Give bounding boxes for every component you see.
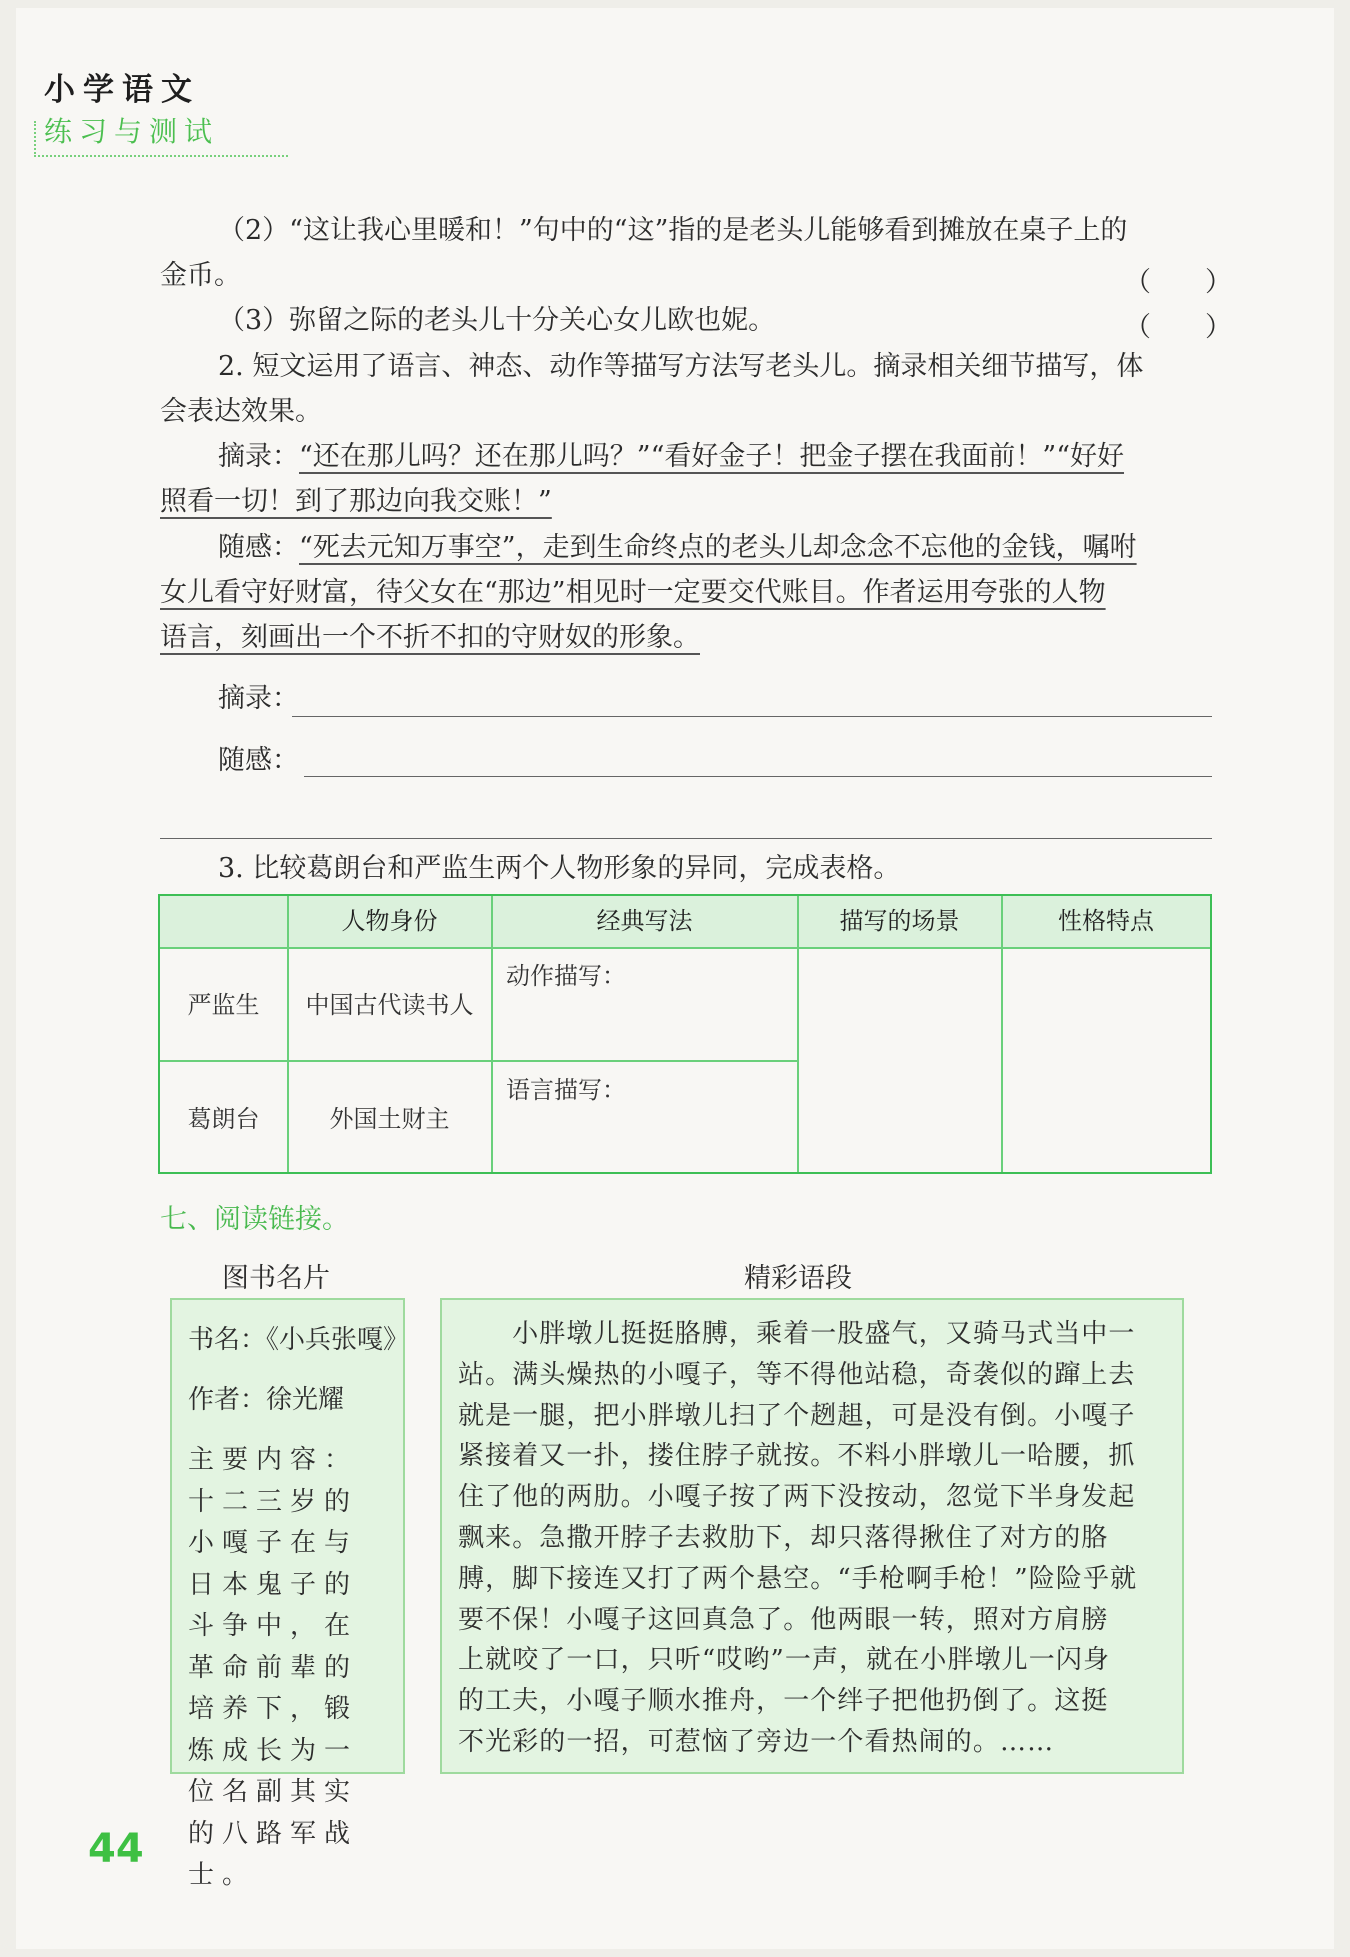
q2-example-excerpt (218, 434, 1124, 479)
header-dotted-frame (34, 121, 288, 157)
book-subtitle: 练习与测试 (44, 115, 220, 148)
blank-excerpt-line[interactable] (292, 716, 1212, 717)
book-card-summary: 主要内容：十二三岁的小嘎子在与日本鬼子的斗争中，在革命前辈的培养下，锻炼成长为一位名副其实的八路军战士。 (188, 1445, 359, 1890)
passage-line: 住了他的两肋。小嘎子按了两下没按动，忽觉下半身发起 (458, 1482, 1136, 1513)
passage-box (440, 1298, 1184, 1774)
book-card-author: 作者：徐光耀 (188, 1385, 345, 1415)
table-row-identity: 中国古代读书人 (305, 991, 474, 1019)
feeling-text-line1: “死去元知万事空”，走到生命终点的老头儿却念念不忘他的金钱，嘱咐 (299, 532, 1137, 563)
feeling-text-line3: 语言，刻画出一个不折不扣的守财奴的形象。 (160, 622, 700, 653)
q3-prompt: 3. 比较葛朗台和严监生两个人物形象的异同，完成表格。 (218, 853, 901, 884)
table-row-method: 动作描写： (506, 962, 626, 990)
excerpt-label: 摘录： (218, 441, 299, 472)
passage-line: 紧接着又一扑，搂住脖子就按。不料小胖墩儿一哈腰，抓 (458, 1441, 1136, 1472)
passage-line: 的工夫，小嘎子顺水推舟，一个绊子把他扔倒了。这挺 (458, 1686, 1109, 1717)
q1-item2-answer-paren[interactable]: （ ） (1124, 267, 1232, 298)
passage-line: 就是一腿，把小胖墩儿扫了个趔趄，可是没有倒。小嘎子 (458, 1400, 1136, 1431)
book-title: 小学语文 (44, 72, 200, 108)
blank-feeling-line-2[interactable] (160, 838, 1212, 839)
blank-feeling-line[interactable] (304, 776, 1212, 777)
q1-item2-line1: （2）“这让我心里暖和！”句中的“这”指的是老头儿能够看到摊放在桌子上的 (218, 215, 1128, 246)
passage-line: 小胖墩儿挺挺胳膊，乘着一股盛气，又骑马式当中一 (458, 1319, 1136, 1349)
table-row-name: 葛朗台 (187, 1105, 260, 1133)
passage-line: 飘来。急撒开脖子去救肋下，却只落得揪住了对方的胳 (458, 1522, 1109, 1553)
passage-line: 上就咬了一口，只听“哎哟”一声，就在小胖墩儿一闪身 (458, 1645, 1111, 1676)
blank-excerpt-label: 摘录： (218, 683, 299, 714)
table-row-name: 严监生 (187, 991, 260, 1019)
book-card-title: 书名：《小兵张嘎》 (188, 1325, 410, 1355)
page-number: 44 (88, 1826, 144, 1872)
passage-text (458, 1314, 1137, 1763)
table-rule (160, 947, 1210, 949)
q1-item3-answer-paren[interactable]: （ ） (1124, 312, 1232, 343)
table-header-character: 性格特点 (1058, 907, 1154, 935)
table-row-identity: 外国土财主 (329, 1105, 450, 1133)
book-card (170, 1298, 410, 1890)
passage-line: 要不保！小嘎子这回真急了。他两眼一转，照对方肩膀 (458, 1604, 1109, 1635)
table-header-identity: 人物身份 (341, 907, 438, 935)
passage-line: 膊，脚下接连又打了两个悬空。“手枪啊手枪！”险险乎就 (458, 1563, 1138, 1594)
table-header-scene: 描写的场景 (839, 907, 960, 935)
q1-item3: （3）弥留之际的老头儿十分关心女儿欧也妮。 (218, 305, 776, 336)
passage-caption: 精彩语段 (744, 1263, 852, 1294)
blank-feeling-label: 随感： (218, 745, 299, 776)
q2-prompt-line2: 会表达效果。 (160, 396, 322, 427)
q2-example-feeling (218, 525, 1137, 570)
table-header-method: 经典写法 (596, 907, 693, 935)
book-card-caption: 图书名片 (222, 1263, 330, 1294)
section7-title: 七、阅读链接。 (160, 1204, 349, 1235)
comparison-table (158, 894, 1212, 1174)
q2-prompt-line1: 2. 短文运用了语言、神态、动作等描写方法写老头儿。摘录相关细节描写，体 (218, 351, 1144, 382)
passage-line: 站。满头燥热的小嘎子，等不得他站稳，奇袭似的蹿上去 (458, 1359, 1136, 1390)
feeling-label: 随感： (218, 532, 299, 563)
table-rule (160, 1060, 798, 1062)
feeling-text-line2: 女儿看守好财富，待父女在“那边”相见时一定要交代账目。作者运用夸张的人物 (160, 577, 1106, 608)
table-row-method: 语言描写： (506, 1076, 626, 1104)
excerpt-text-line1: “还在那儿吗？还在那儿吗？”“看好金子！把金子摆在我面前！”“好好 (299, 441, 1125, 472)
excerpt-text-line2: 照看一切！到了那边向我交账！” (160, 486, 552, 517)
passage-line: 不光彩的一招，可惹恼了旁边一个看热闹的。…… (458, 1726, 1055, 1757)
q1-item2-line2: 金币。 (160, 260, 241, 291)
